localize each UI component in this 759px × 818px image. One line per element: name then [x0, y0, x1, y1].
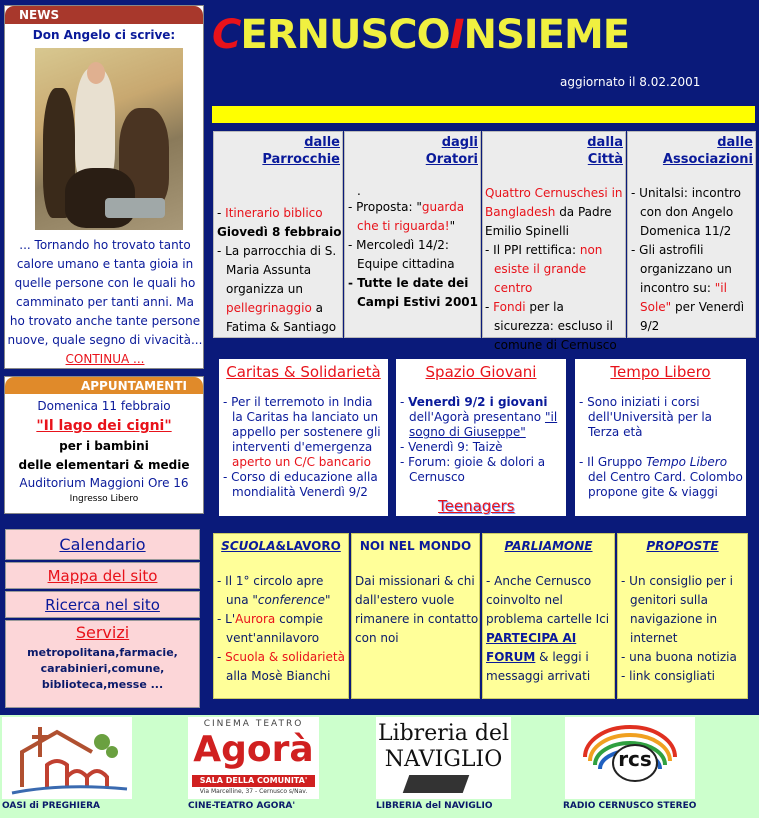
citta-text-b-red[interactable]: non esiste il grande centro — [494, 243, 603, 295]
giovani-text-a-bold: Venerdì 9/2 i giovani — [408, 395, 548, 409]
col-scuola-body — [217, 572, 349, 686]
parr-text-b: La parrocchia di S. Maria Assunta organizza un — [225, 244, 337, 296]
orat-item-equipe[interactable]: - Mercoledì 14/2: Equipe cittadina — [348, 238, 455, 271]
footer-sponsors — [0, 715, 759, 818]
box-tempo-libero — [575, 359, 746, 516]
parr-text-b-red[interactable]: pellegrinaggio — [226, 301, 312, 315]
citta-item-bangladesh[interactable]: Quattro Cernuschesi in Bangladesh — [485, 186, 623, 219]
giovani-sogno-link[interactable]: "il sogno di Giuseppe" — [409, 410, 558, 439]
caritas-text-b: Corso di educazione alla mondialità Venerdì 9/2 — [231, 470, 378, 499]
nav-ricerca[interactable] — [5, 591, 200, 618]
giovani-item-taize[interactable]: - Venerdì 9: Taizè — [400, 440, 503, 454]
citta-text-c2: per la sicurezza: escluso il comune di Cernusco — [494, 300, 617, 352]
col-oratori — [344, 131, 481, 338]
appuntamenti-who: delle elementari & medie — [18, 458, 190, 472]
nav-mappa-link[interactable]: Mappa del sito — [47, 567, 158, 585]
agora-logo-addr: Via Marcelline, 37 - Cernusco s/Nav. — [199, 788, 308, 795]
col-oratori-header[interactable] — [426, 134, 478, 168]
oasi-logo[interactable] — [2, 717, 132, 799]
tempo-text-b-it: Tempo Libero — [646, 455, 728, 469]
col-parrocchie-h1[interactable]: dalle — [304, 135, 340, 150]
orat-text-a2: " — [449, 219, 456, 233]
orat-text-c: Tutte le date dei Campi Estivi 2001 — [357, 276, 478, 309]
tempo-text-b1: Il Gruppo — [587, 455, 643, 469]
parl-text-a: Anche Cernusco coinvolto nel problema cartelle Ici — [486, 574, 610, 626]
appuntamenti-where: Auditorium Maggioni Ore 16 — [19, 476, 189, 490]
citta-item-ppi[interactable]: - Il PPI rettifica: non esiste il grande centro — [485, 243, 603, 295]
box-tempo-body — [579, 395, 744, 500]
assoc-item-unitalsi[interactable]: - Unitalsi: incontro con don Angelo Domenica 11/2 — [631, 186, 741, 238]
giovani-item-sogno[interactable]: - Venerdì 9/2 i giovani dell'Agorà presentano "il sogno di Giuseppe" — [400, 395, 558, 439]
caritas-text-a-red[interactable]: aperto un C/C bancario — [232, 455, 371, 469]
giovani-item-forum[interactable]: - Forum: gioie & dolori a Cernusco — [400, 455, 546, 484]
col-proposte — [617, 533, 748, 699]
appuntamenti-event-link[interactable]: "Il lago dei cigni" — [36, 418, 172, 434]
col-citta-body — [485, 184, 625, 355]
oasi-caption[interactable]: OASI di PREGHIERA — [2, 801, 100, 811]
caritas-item-corso[interactable]: - Corso di educazione alla mondialità Venerdì 9/2 — [223, 470, 378, 499]
col-parrocchie-body: - Itinerario biblico Giovedì 8 febbraio - La parrocchia di S. Maria Assunta organizza un pellegrinaggio a Fatima & Santiago — [217, 204, 342, 337]
box-caritas — [219, 359, 388, 516]
col-citta — [482, 131, 626, 352]
updated-date: aggiornato il 8.02.2001 — [560, 75, 701, 89]
col-associazioni-header[interactable] — [663, 134, 753, 168]
tempo-text-a: Sono iniziati i corsi dell'Università per la Terza età — [587, 395, 713, 439]
col-citta-h2[interactable]: Città — [587, 152, 623, 167]
orat-text-a-red[interactable]: guarda che ti riguarda! — [357, 200, 465, 233]
col-parrocchie-h2[interactable]: Parrocchie — [262, 152, 340, 167]
col-noi-nel-mondo — [351, 533, 480, 699]
col-citta-header[interactable] — [587, 134, 623, 168]
site-title-i: I — [449, 12, 464, 58]
col-parrocchie — [213, 131, 343, 338]
oasi-logo-icon — [2, 717, 132, 799]
appuntamenti-body — [5, 398, 203, 506]
news-body — [7, 236, 203, 369]
parr-item-date: Giovedì 8 febbraio — [217, 225, 342, 239]
prop-text-b: una buona notizia — [629, 650, 737, 664]
radio-caption[interactable]: RADIO CERNUSCO STEREO — [563, 801, 697, 811]
col-oratori-h2[interactable]: Oratori — [425, 152, 478, 167]
appuntamenti-panel — [4, 376, 204, 514]
libreria-caption[interactable]: LIBRERIA del NAVIGLIO — [376, 801, 493, 811]
prop-item-link[interactable]: - link consigliati — [621, 669, 716, 683]
col-associazioni-body — [631, 184, 755, 336]
scuola-text-c-red[interactable]: Scuola & solidarietà — [225, 650, 345, 664]
citta-text-b1: Il PPI rettifica: — [493, 243, 577, 257]
prop-item-notizia[interactable]: - una buona notizia — [621, 650, 737, 664]
scuola-text-c2: alla Mosè Bianchi — [226, 669, 331, 683]
scuola-text-a2: " — [324, 593, 331, 607]
teenagers-link[interactable]: Teenagers — [438, 497, 515, 515]
scuola-item-solidarieta[interactable]: - Scuola & solidarietà alla Mosè Bianchi — [217, 650, 345, 683]
agora-logo-top: CINEMA TEATRO — [203, 719, 304, 729]
col-mondo-title[interactable]: NOI NEL MONDO — [359, 539, 472, 553]
site-title-ernusco: ERNUSCO — [240, 12, 450, 58]
tempo-text-b2: del Centro Card. Colombo propone gite & viaggi — [588, 470, 743, 499]
col-associazioni — [627, 131, 756, 338]
nav-servizi-desc: metropolitana,farmacie, carabinieri,comune, biblioteca,messe ... — [27, 646, 178, 691]
caritas-text-a: Per il terremoto in India la Caritas ha lanciato un appello per sostenere gli interventi d'emergenza — [231, 395, 381, 454]
col-proposte-body — [621, 572, 748, 686]
nav-mappa[interactable] — [5, 562, 200, 589]
col-scuola-lavoro — [213, 533, 349, 699]
col-associazioni-h2[interactable]: Associazioni — [662, 152, 753, 167]
orat-text-b: Mercoledì 14/2: Equipe cittadina — [356, 238, 455, 271]
orat-text-a1: Proposta: " — [356, 200, 422, 214]
news-panel — [4, 5, 204, 369]
yellow-divider — [212, 106, 755, 123]
nav-calendario-link[interactable]: Calendario — [59, 535, 146, 554]
citta-item-fondi[interactable]: - Fondi per la sicurezza: escluso il comune di Cernusco — [485, 300, 617, 352]
libreria-logo-line2: NAVIGLIO — [384, 747, 503, 772]
scuola-text-b-red[interactable]: Aurora — [235, 612, 276, 626]
assoc-text-b2: per Venerdì 9/2 — [640, 300, 745, 333]
citta-text-a2: da Padre Emilio Spinelli — [485, 205, 612, 238]
col-oratori-h1[interactable]: dagli — [441, 135, 478, 150]
box-giovani-title[interactable]: Spazio Giovani — [425, 363, 537, 381]
parr-item-itinerario[interactable]: Itinerario biblico — [225, 206, 323, 220]
scuola-item-circolo[interactable]: - Il 1° circolo apre una "conference" — [217, 574, 331, 607]
scuola-item-aurora[interactable]: - L'Aurora compie vent'annilavoro — [217, 612, 324, 645]
col-proposte-title[interactable]: PROPOSTE — [646, 539, 719, 553]
col-mondo-body[interactable]: Dai missionari & chi dall'estero vuole rimanere in contatto con noi — [355, 574, 479, 645]
nav-calendario[interactable] — [5, 529, 200, 560]
assoc-text-b-red[interactable]: "il Sole" — [640, 281, 727, 314]
scuola-text-a-it: conference — [257, 593, 325, 607]
tempo-item-universita[interactable]: - Sono iniziati i corsi dell'Università per la Terza età — [579, 395, 713, 439]
box-caritas-body — [223, 395, 386, 500]
scuola-text-b1: L' — [225, 612, 236, 626]
assoc-text-b1: Gli astrofili organizzano un incontro su: — [639, 243, 732, 295]
assoc-item-astrofili[interactable]: - Gli astrofili organizzano un incontro su: "il Sole" per Venerdì 9/2 — [631, 243, 745, 333]
orat-dot: . — [357, 184, 361, 198]
prop-text-c: link consigliati — [629, 669, 716, 683]
nav-servizi[interactable] — [5, 620, 200, 708]
radio-logo[interactable] — [565, 717, 695, 799]
scuola-text-a1: Il 1° circolo apre una " — [225, 574, 324, 607]
box-giovani — [396, 359, 566, 516]
appuntamenti-date: Domenica 11 febbraio — [37, 399, 171, 413]
giovani-text-b: Venerdì 9: Taizè — [408, 440, 503, 454]
caritas-item-india[interactable]: - Per il terremoto in India la Caritas ha lanciato un appello per sostenere gli interventi d'emergenza aperto un C/C bancario — [223, 395, 381, 469]
scuola-text-b2: compie vent'annilavoro — [226, 612, 324, 645]
news-continue-link[interactable]: CONTINUA ... — [65, 352, 145, 366]
appuntamenti-for: per i bambini — [59, 439, 149, 453]
agora-caption[interactable]: CINE-TEATRO AGORA' — [188, 801, 296, 811]
col-parliamone-body — [486, 572, 615, 686]
col-scuola-title2[interactable]: &LAVORO — [275, 539, 341, 553]
libreria-logo[interactable] — [376, 717, 511, 799]
giovani-text-a: dell'Agorà presentano — [409, 410, 542, 424]
col-parrocchie-header[interactable] — [262, 134, 340, 168]
parr-text-b2: a Fatima & Santiago — [226, 301, 337, 334]
col-scuola-title1[interactable]: SCUOLA — [221, 539, 276, 553]
nav-ricerca-link[interactable]: Ricerca nel sito — [45, 596, 160, 614]
giovani-text-c: Forum: gioie & dolori a Cernusco — [408, 455, 546, 484]
appuntamenti-entry: Ingresso Libero — [69, 494, 139, 504]
agora-logo-band: SALA DELLA COMUNITA' — [192, 775, 315, 787]
col-citta-h1[interactable]: dalla — [587, 135, 623, 150]
tempo-spacer — [579, 440, 744, 455]
col-parliamone — [482, 533, 615, 699]
parl-forum-link[interactable]: PARTECIPA AI FORUM — [486, 631, 577, 664]
nav-servizi-link[interactable]: Servizi — [75, 623, 130, 642]
parl-text-b2: & leggi i messaggi arrivati — [486, 650, 591, 683]
col-associazioni-h1[interactable]: dalle — [717, 135, 753, 150]
libreria-logo-line1: Libreria del — [377, 721, 510, 746]
book-icon — [403, 775, 470, 793]
news-title[interactable]: Don Angelo ci scrive: — [32, 28, 176, 42]
box-giovani-body — [400, 395, 564, 485]
box-caritas-title[interactable]: Caritas & Solidarietà — [226, 363, 381, 381]
appuntamenti-header: APPUNTAMENTI — [5, 377, 203, 394]
agora-logo-mid: Agorà — [193, 729, 314, 770]
orat-item-campi[interactable]: - Tutte le date dei Campi Estivi 2001 — [348, 276, 478, 309]
orat-item-proposta[interactable]: - Proposta: "guarda che ti riguarda!" — [348, 200, 465, 233]
prop-text-a: Un consiglio per i genitori sulla navigazione in internet — [629, 574, 734, 645]
col-parliamone-title[interactable]: PARLIAMONE — [504, 539, 593, 553]
parl-item-ici[interactable]: - Anche Cernusco coinvolto nel problema cartelle Ici — [486, 574, 610, 626]
site-title-nsieme: NSIEME — [463, 12, 630, 58]
parl-item-forum[interactable] — [486, 629, 615, 686]
agora-logo[interactable] — [188, 717, 319, 799]
parr-item-pellegrinaggio[interactable]: - La parrocchia di S. Maria Assunta organizza un pellegrinaggio a Fatima & Santiago — [217, 244, 337, 334]
tempo-item-gite[interactable]: - Il Gruppo Tempo Libero del Centro Card. Colombo propone gite & viaggi — [579, 455, 743, 499]
col-oratori-body — [348, 184, 480, 312]
site-title — [212, 12, 629, 58]
box-tempo-title[interactable]: Tempo Libero — [610, 363, 711, 381]
citta-text-c-red[interactable]: Fondi — [493, 300, 526, 314]
news-text: ... Tornando ho trovato tanto calore umano e tanta gioia in quelle persone con le quali ho camminato per tanti anni. Ma ho trovato anche tante persone nuove, quale segno di vivacità... — [7, 238, 203, 347]
news-header: NEWS — [5, 6, 203, 24]
radio-logo-text: rcs — [618, 747, 652, 771]
assoc-text-a: Unitalsi: incontro con don Angelo Domenica 11/2 — [639, 186, 741, 238]
col-scuola-title[interactable] — [214, 539, 348, 553]
site-title-c: C — [212, 12, 241, 58]
news-photo[interactable] — [35, 48, 183, 230]
prop-item-consiglio[interactable]: - Un consiglio per i genitori sulla navigazione in internet — [621, 574, 734, 645]
